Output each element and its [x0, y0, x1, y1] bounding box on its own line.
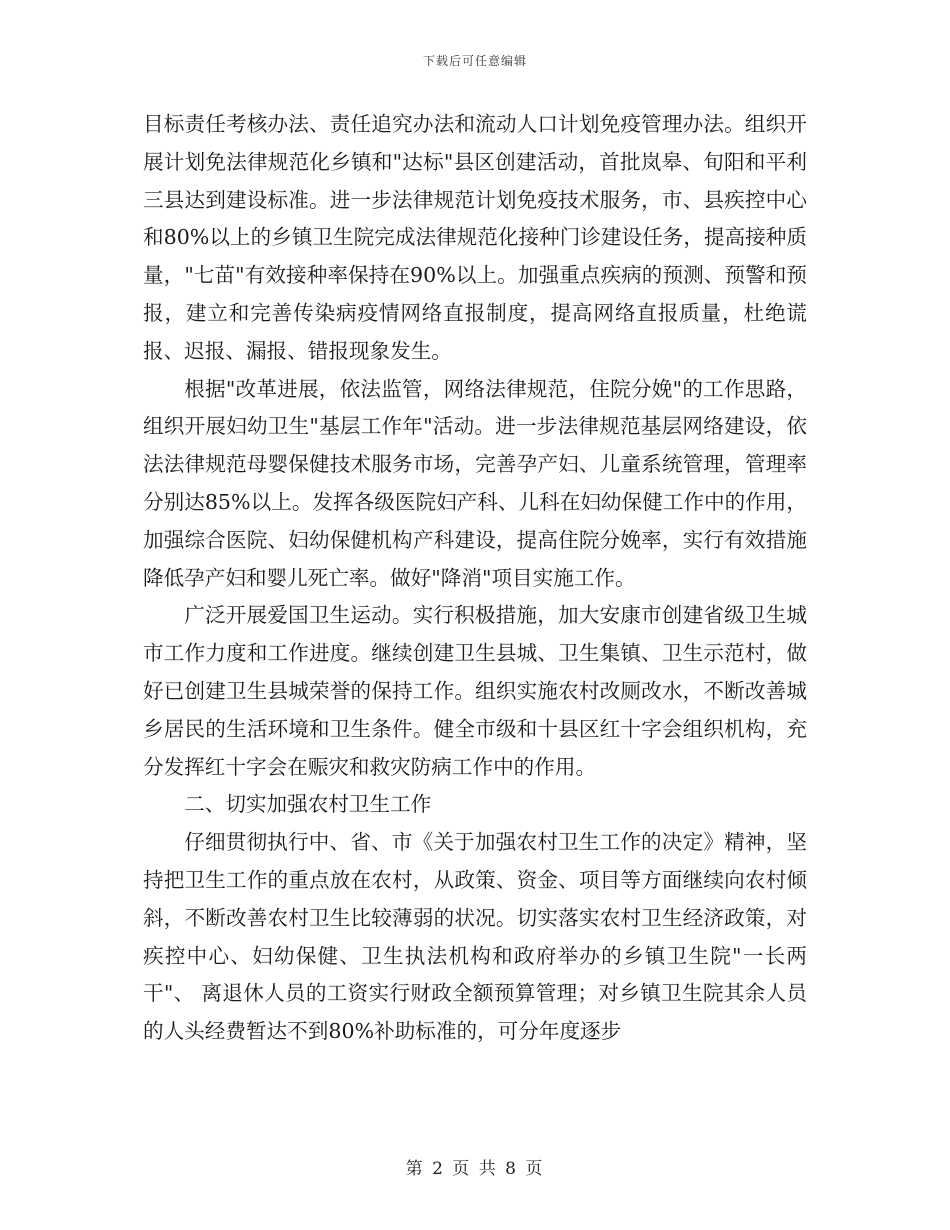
page-number: 第 2 页 共 8 页: [405, 1159, 545, 1179]
document-body: [143, 106, 807, 1051]
paragraph-maternal-child-health: 根据"改革进展，依法监管，网络法律规范，住院分娩"的工作思路，组织开展妇幼卫生"基层工作年"活动。进一步法律规范基层网络建设，依法法律规范母婴保健技术服务市场，完善孕产妇、儿童系统管理，管理率分别达85%以上。发挥各级医院妇产科、儿科在妇幼保健工作中的作用，加强综合医院、妇幼保健机构产科建设，提高住院分娩率，实行有效措施降低孕产妇和婴儿死亡率。做好"降消"项目实施工作。: [143, 376, 807, 590]
page-header-note: 下载后可任意编辑: [422, 54, 527, 68]
paragraph-immunization: 目标责任考核办法、责任追究办法和流动人口计划免疫管理办法。组织开展计划免法律规范化乡镇和"达标"县区创建活动，首批岚皋、旬阳和平利三县达到建设标准。进一步法律规范计划免疫技术服务，市、县疾控中心和80%以上的乡镇卫生院完成法律规范化接种门诊建设任务，提高接种质量，"七苗"有效接种率保持在90%以上。加强重点疾病的预测、预警和预报，建立和完善传染病疫情网络直报制度，提高网络直报质量，杜绝谎报、迟报、漏报、错报现象发生。: [143, 112, 807, 363]
section-heading-rural-health: 二、切实加强农村卫生工作: [184, 792, 432, 817]
paragraph-patriotic-health: 广泛开展爱国卫生运动。实行积极措施，加大安康市创建省级卫生城市工作力度和工作进度。继续创建卫生县城、卫生集镇、卫生示范村，做好已创建卫生县城荣誉的保持工作。组织实施农村改厕改水，不断改善城乡居民的生活环境和卫生条件。健全市级和十县区红十字会组织机构，充分发挥红十字会在赈灾和救灾防病工作中的作用。: [143, 603, 807, 779]
paragraph-rural-health: 仔细贯彻执行中、省、市《关于加强农村卫生工作的决定》精神，坚持把卫生工作的重点放在农村，从政策、资金、项目等方面继续向农村倾斜，不断改善农村卫生比较薄弱的状况。切实落实农村卫生经济政策，对疾控中心、妇幼保健、卫生执法机构和政府举办的乡镇卫生院"一长两干"、 离退休人员的工资实行财政全额预算管理；对乡镇卫生院其余人员的人头经费暂达不到80%补助标准的，可分年度逐步: [143, 830, 807, 1044]
